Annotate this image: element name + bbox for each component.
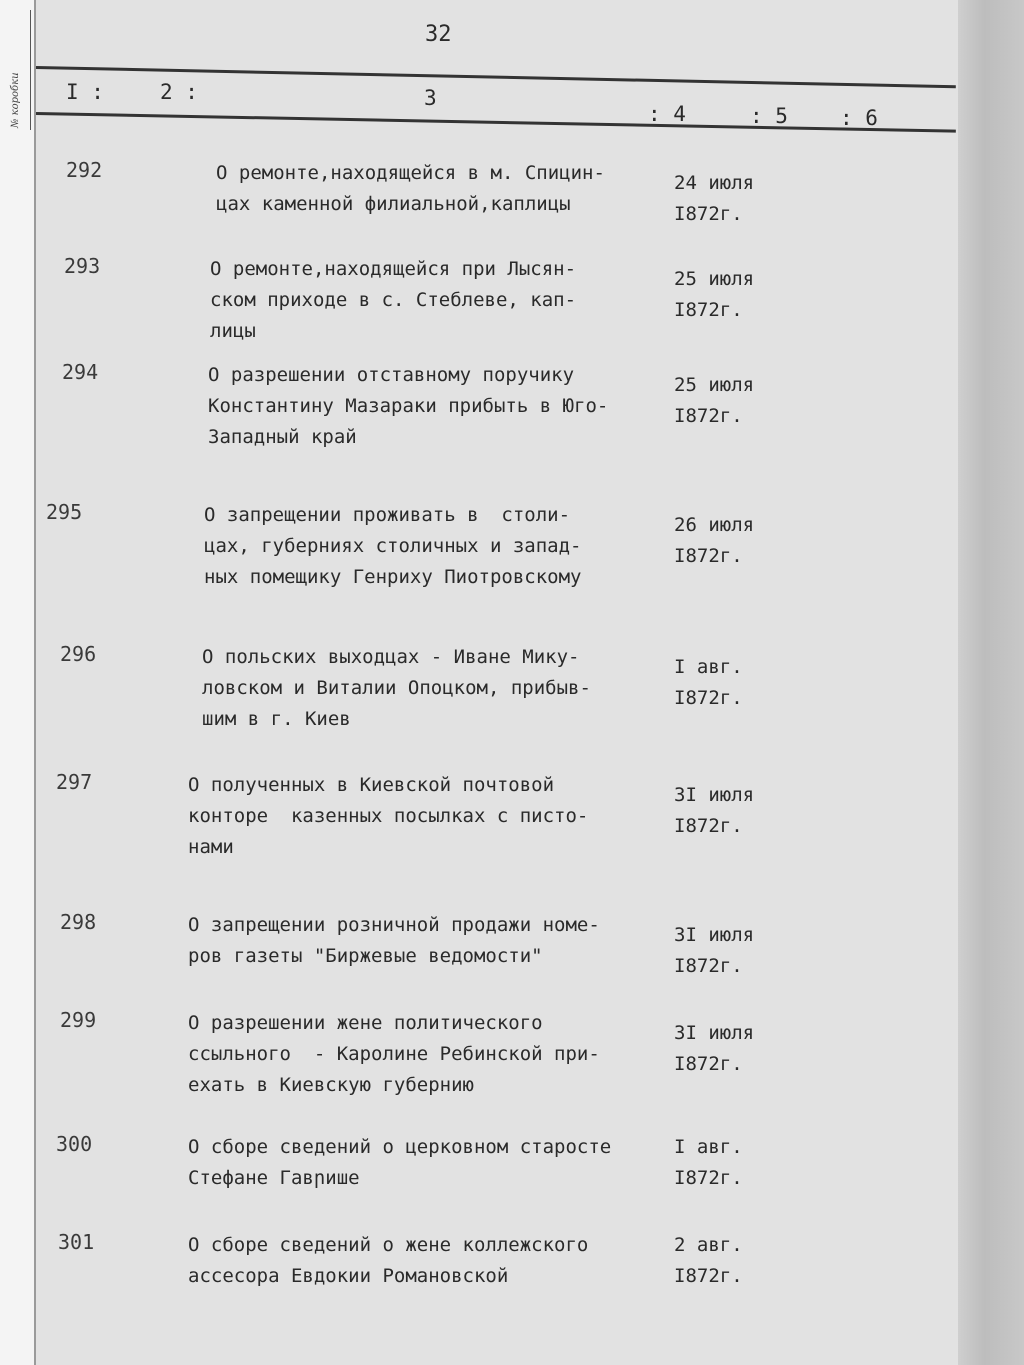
entry-title-line: цах, губерниях столичных и запад- [204,535,582,557]
entry-title-line: конторе казенных посылках с писто- [188,805,589,827]
entry-title [202,642,672,735]
entry-title [208,360,678,453]
entry-date-line: I872г. [674,405,743,427]
entry-number: 295 [46,500,83,524]
entry-title-line: ссыльного - Каролине Ребинской при- [188,1043,600,1065]
entry-date-line: 2 авг. [674,1234,743,1256]
entry-date-line: 25 июля [674,268,755,290]
column-header-5: : 5 [750,104,788,128]
entry-number: 301 [58,1230,95,1254]
entry-date-line: I872г. [674,1167,743,1189]
entry-date [674,1230,743,1292]
entry-date-line: 26 июля [674,514,755,536]
entry-title-line: О сборе сведений о жене коллежского [188,1234,589,1256]
entry-date [674,780,754,842]
entry-date [674,510,754,572]
entry-title-line: Западный край [208,426,357,448]
entry-title-line: ров газеты "Биржевые ведомости" [188,945,543,967]
column-header-3: 3 [424,86,437,110]
binding-margin [0,0,36,1365]
entry-title [188,770,658,863]
entry-title-line: О польских выходцах - Иване Мику- [202,646,580,668]
entry-date-line: 25 июля [674,374,755,396]
page-edge [958,0,1024,1365]
entry-date-line: I872г. [674,203,743,225]
entry-title-line: О запрещении розничной продажи номе- [188,914,600,936]
entry-date [674,168,754,230]
entry-title-line: ском приходе в с. Стеблеве, кап- [210,289,577,311]
entry-title-line: цах каменной филиальной,каплицы [216,193,571,215]
entry-date [674,264,754,326]
entry-date-line: I авг. [674,1136,743,1158]
entry-date-line: 3I июля [674,924,755,946]
entry-title-line: ловском и Виталии Опоцком, прибыв- [202,677,591,699]
entry-title [188,910,658,972]
entry-date [674,652,743,714]
box-number-label: № коробки [8,10,31,130]
entry-title-line: нами [188,836,234,858]
entry-title-line: ных помещику Генриху Пиотровскому [204,566,582,588]
entry-date-line: I авг. [674,656,743,678]
column-header-6: : 6 [840,106,878,130]
entry-number: 299 [60,1008,97,1032]
entry-date [674,1018,754,1080]
entry-number: 296 [60,642,97,666]
entry-date-line: I872г. [674,815,743,837]
entry-title-line: лицы [210,320,256,342]
entry-date-line: 3I июля [674,1022,755,1044]
entry-date-line: I872г. [674,955,743,977]
page-number: 32 [425,22,452,47]
entry-number: 293 [64,254,101,278]
entry-date [674,370,754,432]
entry-title-line: шим в г. Киев [202,708,351,730]
header-rule-bottom [36,112,956,133]
entry-title-line: ехать в Киевскую губернию [188,1074,474,1096]
entry-title-line: О разрешении жене политического [188,1012,543,1034]
entry-title-line: О ремонте,находящейся при Лысян- [210,258,577,280]
entry-number: 298 [60,910,97,934]
entry-title [210,254,680,347]
entry-date-line: 3I июля [674,784,755,806]
entry-date-line: I872г. [674,1265,743,1287]
entry-number: 300 [56,1132,93,1156]
column-header-4: : 4 [648,102,686,126]
entry-title-line: О ремонте,находящейся в м. Спицин- [216,162,605,184]
entry-date [674,1132,743,1194]
entry-title-line: ассесора Евдокии Романовской [188,1265,509,1287]
entry-title-line: О сборе сведений о церковном старосте [188,1136,612,1158]
entry-date-line: I872г. [674,299,743,321]
entry-title-line: Стефане Гавրише [188,1167,360,1189]
entry-date-line: I872г. [674,545,743,567]
entry-date-line: I872г. [674,1053,743,1075]
entry-date [674,920,754,982]
entry-title-line: О запрещении проживать в столи- [204,504,571,526]
column-header-1: I : [66,80,104,104]
entry-number: 297 [56,770,93,794]
entry-number: 294 [62,360,99,384]
entry-title-line: Константину Мазараки прибыть в Юго- [208,395,609,417]
entry-title [188,1008,658,1101]
entry-number: 292 [66,158,103,182]
entry-title [204,500,674,593]
column-header-2: 2 : [160,80,198,104]
entry-title [188,1230,658,1292]
entry-title [188,1132,658,1194]
entry-title-line: О полученных в Киевской почтовой [188,774,555,796]
entry-title [216,158,686,220]
entry-title-line: О разрешении отставному поручику [208,364,575,386]
entry-date-line: I872г. [674,687,743,709]
entry-date-line: 24 июля [674,172,755,194]
